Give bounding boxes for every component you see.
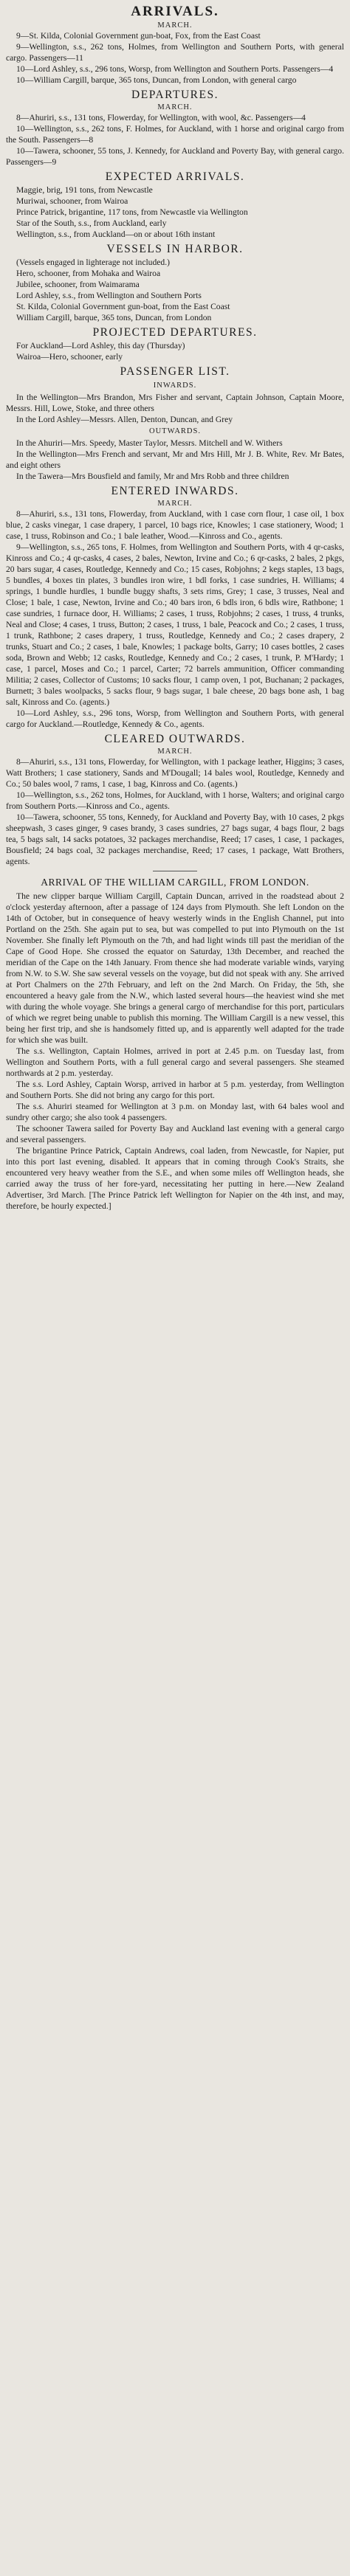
outwards-label: OUTWARDS. <box>149 427 201 435</box>
passenger-entry: In the Wellington—Mrs French and servant, Mr and Mrs Hill, Mr J. B. White, Rev. Mr Bates, and eight others <box>6 449 344 470</box>
passengers-heading: PASSENGER LIST. <box>120 365 230 378</box>
projected-section <box>6 325 344 362</box>
departures-heading: DEPARTURES. <box>131 89 219 101</box>
article-paragraph: The s.s. Lord Ashley, Captain Worsp, arrived in harbor at 5 p.m. yesterday, from Wellington and Southern Ports. She did not bring any cargo for this port. <box>6 1080 344 1100</box>
departures-section <box>6 88 344 168</box>
cleared-month: MARCH. <box>157 747 193 756</box>
arrivals-month: MARCH. <box>157 21 193 30</box>
entered-entry: 9—Wellington, s.s., 265 tons, F. Holmes, from Wellington and Southern Ports, with 4 qr-casks, Kinross and Co.; 4 qr-casks, 4 cases, 2 bales, Newton, Irvine and Co.; 6 qr-casks, 2 bales, 2 pkgs, 20 bars sugar, 4 cases, Routledge, Kennedy and Co.; 15 cases, Robjohns; 2 kegs staples, 13 bags, 5 bundles, 4 boxes tin plates, 3 bundles iron wire, 1 bdl forks, 1 case sundries, H. Williams; 4 springs, 1 bundle hurdles, 1 bundle buggy shafts, 3 sets rims, Grey; 1 case, 3 trusses, Neal and Close; 1 bale, 1 case, Newton, Irvine and Co.; 40 bars iron, 6 bdls iron, 6 bdls wire, Rathbone; 1 case sundries, 1 furnace door, H. Williams; 2 cases, 1 truss, Robjohns; 2 cases, 1 truss, 4 trunks, Neal and Close; 4 cases, 1 truss, Button; 2 cases, 1 truss, 1 bale, Peacock and Co.; 2 cases, 1 truss, 1 trunk, Rathbone; 2 cases drapery, 1 truss, Routledge, Kennedy and Co.; 2 cases drapery, 2 trunks, Stuart and Co.; 2 cases, 1 bale, Knowles; 1 package bolts, Garry; 10 cases bottles, 2 cases soda, Brown and Webb; 12 casks, Routledge, Kennedy and Co.; 2 cases, 1 trunk, P. M'Hardy; 1 case, 1 parcel, Moses and Co.; 1 parcel, Carter; 72 barrels ammunition, Officer commanding Militia; 2 cases, Collector of Customs; 10 sacks flour, 1 camp oven, 1 pot, Buchanan; 2 packages, Burnett; 3 bales woolpacks, 5 sacks flour, 9 bags sugar, 1 bale cheese, 20 bags bone ash, 1 bag salt, Kinross and Co. (agents.) <box>6 542 344 707</box>
passenger-entry: In the Wellington—Mrs Brandon, Mrs Fisher and servant, Captain Johnson, Captain Moore, Messrs. Hill, Lowe, Stoke, and three others <box>6 393 344 413</box>
expected-entry: Maggie, brig, 191 tons, from Newcastle <box>16 185 153 195</box>
expected-entry: Prince Patrick, brigantine, 117 tons, from Newcastle via Wellington <box>16 207 248 217</box>
expected-entry: Muriwai, schooner, from Wairoa <box>16 196 128 206</box>
article-title: ARRIVAL OF THE WILLIAM CARGILL, FROM LONDON. <box>41 877 309 888</box>
article-section <box>6 876 344 1212</box>
arrivals-heading: ARRIVALS. <box>131 4 219 19</box>
article-paragraph: The schooner Tawera sailed for Poverty Bay and Auckland last evening with a general cargo and several passengers. <box>6 1124 344 1144</box>
entered-entry: 8—Ahuriri, s.s., 131 tons, Flowerday, from Auckland, with 1 case corn flour, 1 case oil, 1 box blue, 2 casks vinegar, 1 case drapery, 1 parcel, 10 bags rice, Knowles; 1 case stationery, Wood; 1 case, 1 truss, Robinson and Co.; 1 bale leather, Wood.—Kinross and Co., agents. <box>6 509 344 541</box>
cleared-entry: 8—Ahuriri, s.s., 131 tons, Flowerday, for Wellington, with 1 package leather, Higgins; 3 cases, Watt Brothers; 1 case stationery, Sands and M'Dougall; 14 bales wool, Routledge, Kennedy and Co.; 50 bales wool, 7 rams, 1 case, 1 bag, Kinross and Co. (agents.) <box>6 757 344 789</box>
harbor-section <box>6 242 344 323</box>
departures-month: MARCH. <box>157 103 193 111</box>
entered-month: MARCH. <box>157 500 193 508</box>
arrival-entry: 9—Wellington, s.s., 262 tons, Holmes, from Wellington and Southern Ports, with general cargo. Passengers—11 <box>6 42 344 63</box>
projected-entry: Wairoa—Hero, schooner, early <box>16 352 123 362</box>
arrival-entry: 10—William Cargill, barque, 365 tons, Duncan, from London, with general cargo <box>16 75 297 85</box>
inwards-label: INWARDS. <box>153 381 197 390</box>
cleared-section <box>6 732 344 867</box>
expected-entry: Wellington, s.s., from Auckland—on or about 16th instant <box>16 229 216 239</box>
projected-heading: PROJECTED DEPARTURES. <box>92 326 258 339</box>
harbor-heading: VESSELS IN HARBOR. <box>106 243 244 255</box>
entered-entry: 10—Lord Ashley, s.s., 296 tons, Worsp, from Wellington and Southern Ports, with general cargo for Auckland.—Routledge, Kennedy & Co., agents. <box>6 708 344 729</box>
passenger-entry: In the Ahuriri—Mrs. Speedy, Master Taylor, Messrs. Mitchell and W. Withers <box>16 438 283 448</box>
harbor-entry: William Cargill, barque, 365 tons, Duncan, from London <box>16 313 212 322</box>
departure-entry: 10—Tawera, schooner, 55 tons, J. Kennedy, for Auckland and Poverty Bay, with general cargo. Passengers—9 <box>6 146 344 167</box>
entered-heading: ENTERED INWARDS. <box>111 485 239 497</box>
passenger-entry: In the Tawera—Mrs Bousfield and family, Mr and Mrs Robb and three children <box>16 472 289 481</box>
projected-entry: For Auckland—Lord Ashley, this day (Thursday) <box>16 341 185 351</box>
harbor-entry: Lord Ashley, s.s., from Wellington and Southern Ports <box>16 291 202 300</box>
expected-heading: EXPECTED ARRIVALS. <box>105 170 245 183</box>
harbor-entry: Jubilee, schooner, from Waimarama <box>16 280 140 289</box>
arrival-entry: 10—Lord Ashley, s.s., 296 tons, Worsp, from Wellington and Southern Ports. Passengers—4 <box>16 64 334 74</box>
harbor-entry: St. Kilda, Colonial Government gun-boat, from the East Coast <box>16 302 230 311</box>
article-paragraph: The brigantine Prince Patrick, Captain Andrews, coal laden, from Newcastle, for Napier, put into this port last evening, disabled. It appears that in coming through Cook's Straits, she encountered very heavy weather from the S.E., and when some miles off Wellington heads, she carried away the truss of her fore-yard, necessitating her putting in here.—New Zealand Advertiser, 3rd March. [The Prince Patrick left Wellington for Napier on the 4th inst, and may, therefore, be hourly expected.] <box>6 1146 344 1211</box>
article-paragraph: The new clipper barque William Cargill, Captain Duncan, arrived in the roadstead about 2 o'clock yesterday afternoon, after a passage of 124 days from Plymouth. She left London on the 14th of October, but in consequence of heavy westerly winds in the English Channel, put into Portland on the 25th. She again put to sea, but was compelled to put into Plymouth on the 1st November. She finally left Plymouth on the 7th, and had light winds till past the meridian of the Cape of Good Hope. She crossed the equator on Saturday, 13th December, and reached the meridian of the Cape on the 14th January. From thence she had moderate variable winds, varying from N.W. to S.W. She saw several vessels on the voyage, but did not speak with any. She arrived at Port Chalmers on the 27th February, and left on the 2nd March. On Friday, the 5th, she encountered a heavy gale from the N.W., which lasted several hours—the heaviest wind she met with during the whole voyage. She brings a general cargo of merchandise for this port, particulars of which we regret being unable to publish this morning. The William Cargill is a new vessel, this being her first trip, and she is handsomely fitted up, and is apparently well adapted for the trade for which she was built. <box>6 891 344 1045</box>
cleared-entry: 10—Wellington, s.s., 262 tons, Holmes, for Auckland, with 1 horse, Walters; and original cargo from Southern Ports.—Kinross and Co., agents. <box>6 790 344 811</box>
expected-entry: Star of the South, s.s., from Auckland, early <box>16 218 167 228</box>
arrivals-section <box>6 3 344 86</box>
cleared-heading: CLEARED OUTWARDS. <box>104 733 246 745</box>
passenger-entry: In the Lord Ashley—Messrs. Allen, Denton, Duncan, and Grey <box>16 415 233 424</box>
departure-entry: 8—Ahuriri, s.s., 131 tons, Flowerday, for Wellington, with wool, &c. Passengers—4 <box>16 113 306 122</box>
harbor-entry: Hero, schooner, from Mohaka and Wairoa <box>16 269 161 278</box>
entered-section <box>6 484 344 730</box>
expected-section <box>6 170 344 240</box>
article-paragraph: The s.s. Wellington, Captain Holmes, arrived in port at 2.45 p.m. on Tuesday last, from Wellington and Southern Ports, with a full general cargo and several passengers. She steamed northwards at 2 p.m. yesterday. <box>6 1046 344 1078</box>
passengers-section <box>6 365 344 482</box>
article-paragraph: The s.s. Ahuriri steamed for Wellington at 3 p.m. on Monday last, with 64 bales wool and sundry other cargo; she also took 4 passengers. <box>6 1102 344 1122</box>
departure-entry: 10—Wellington, s.s., 262 tons, F. Holmes, for Auckland, with 1 horse and original cargo from the South. Passengers—8 <box>6 124 344 145</box>
harbor-note: (Vessels engaged in lighterage not included.) <box>16 258 170 267</box>
arrival-entry: 9—St. Kilda, Colonial Government gun-boat, Fox, from the East Coast <box>16 31 261 41</box>
cleared-entry: 10—Tawera, schooner, 55 tons, Kennedy, for Auckland and Poverty Bay, with 10 cases, 2 pkgs sheepwash, 3 cases ginger, 9 cases brandy, 3 cases sundries, 27 bags sugar, 4 bags flour, 2 bags tea, 5 bags salt, 14 sacks potatoes, 32 packages merchandise, Reed; 17 cases, 1 case, 1 packages, Bousfield; 24 bags coal, 32 packages merchandise, Reed; 17 cases, 1 package, Watt Brothers, agents. <box>6 812 344 866</box>
